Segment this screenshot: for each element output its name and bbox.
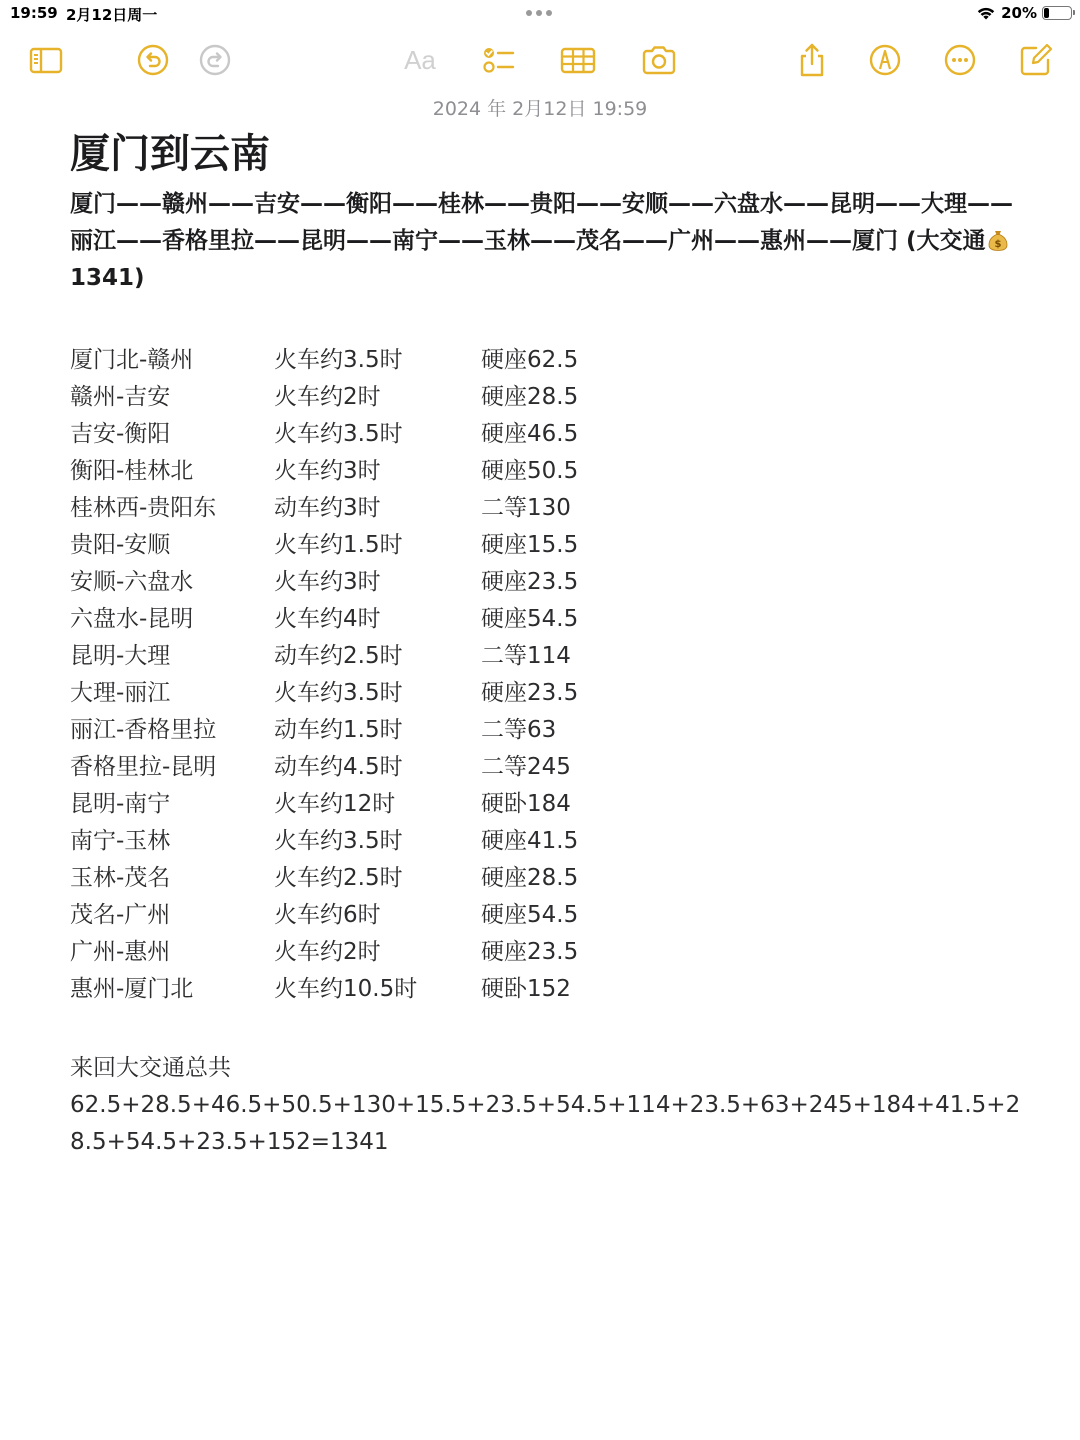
route-text: 厦门——赣州——吉安——衡阳——桂林——贵阳——安顺——六盘水——昆明——大理——丽江——香格里拉——昆明——南宁——玉林——茂名——广州——惠州——厦门 (大交通: [70, 191, 1013, 254]
travel-time: 动车约4.5时: [274, 754, 403, 780]
camera-icon[interactable]: [639, 40, 679, 80]
ticket-price: 硬卧184: [481, 791, 571, 817]
ticket-price: 硬座28.5: [481, 865, 579, 891]
ticket-price: 二等245: [481, 754, 571, 780]
travel-time: 动车约1.5时: [274, 717, 403, 743]
travel-time: 火车约1.5时: [274, 532, 403, 558]
ticket-price: 硬座46.5: [481, 421, 579, 447]
note-toolbar: [0, 40, 1080, 84]
ticket-price: 硬座15.5: [481, 532, 579, 558]
ticket-price: 硬座62.5: [481, 347, 579, 373]
status-bar: [0, 0, 1080, 28]
list-item: [70, 490, 1030, 527]
travel-time: 火车约2时: [274, 939, 381, 965]
segment-list: [70, 342, 1030, 1008]
status-date: 2月12日周一: [66, 6, 158, 24]
ticket-price: 硬卧152: [481, 976, 571, 1002]
ticket-price: 硬座23.5: [481, 569, 579, 595]
segment-name: 昆明-南宁: [70, 791, 171, 817]
format-icon[interactable]: [400, 40, 440, 80]
ticket-price: 硬座54.5: [481, 606, 579, 632]
list-item: [70, 897, 1030, 934]
battery-icon: [1042, 6, 1072, 20]
note-body[interactable]: [70, 128, 1030, 1161]
ticket-price: 硬座41.5: [481, 828, 579, 854]
ticket-price: 硬座54.5: [481, 902, 579, 928]
status-right: [976, 4, 1072, 22]
segment-name: 广州-惠州: [70, 939, 171, 965]
travel-time: 火车约3.5时: [274, 421, 403, 447]
segment-name: 厦门北-赣州: [70, 347, 194, 373]
segment-name: 安顺-六盘水: [70, 569, 194, 595]
segment-name: 惠州-厦门北: [70, 976, 194, 1002]
total-label: 来回大交通总共: [70, 1055, 231, 1081]
segment-name: 玉林-茂名: [70, 865, 171, 891]
travel-time: 动车约2.5时: [274, 643, 403, 669]
battery-percent: 20%: [1001, 4, 1037, 22]
status-time: 19:59: [10, 4, 58, 22]
list-item: [70, 564, 1030, 601]
travel-time: 火车约10.5时: [274, 976, 418, 1002]
travel-time: 动车约3时: [274, 495, 381, 521]
svg-text:$: $: [994, 239, 1002, 250]
travel-time: 火车约4时: [274, 606, 381, 632]
ticket-price: 二等114: [481, 643, 571, 669]
travel-time: 火车约2.5时: [274, 865, 403, 891]
travel-time: 火车约6时: [274, 902, 381, 928]
format-label: Aa: [404, 44, 436, 75]
segment-name: 赣州-吉安: [70, 384, 171, 410]
ticket-price: 硬座23.5: [481, 939, 579, 965]
ticket-price: 硬座50.5: [481, 458, 579, 484]
segment-name: 贵阳-安顺: [70, 532, 171, 558]
segment-name: 六盘水-昆明: [70, 606, 194, 632]
route-total: 1341): [70, 265, 145, 291]
list-item: [70, 934, 1030, 971]
segment-name: 茂名-广州: [70, 902, 171, 928]
total-expression: 62.5+28.5+46.5+50.5+130+15.5+23.5+54.5+114+23.5+63+245+184+41.5+28.5+54.5+23.5+152=1341: [70, 1092, 1021, 1155]
list-item: [70, 638, 1030, 675]
undo-icon[interactable]: [133, 40, 173, 80]
ticket-price: 二等63: [481, 717, 557, 743]
list-item: [70, 749, 1030, 786]
segment-name: 衡阳-桂林北: [70, 458, 194, 484]
sidebar-icon[interactable]: [26, 40, 66, 80]
segment-name: 香格里拉-昆明: [70, 754, 217, 780]
list-item: [70, 786, 1030, 823]
money-bag-icon: [988, 229, 1008, 251]
redo-icon[interactable]: [195, 40, 235, 80]
list-item: [70, 379, 1030, 416]
ticket-price: 硬座28.5: [481, 384, 579, 410]
note-title: 厦门到云南: [70, 131, 270, 177]
travel-time: 火车约3.5时: [274, 680, 403, 706]
ticket-price: 硬座23.5: [481, 680, 579, 706]
travel-time: 火车约3.5时: [274, 347, 403, 373]
list-item: [70, 823, 1030, 860]
segment-name: 南宁-玉林: [70, 828, 171, 854]
compose-icon[interactable]: [1016, 40, 1056, 80]
more-icon[interactable]: [940, 40, 980, 80]
list-item: [70, 453, 1030, 490]
list-item: [70, 527, 1030, 564]
list-item: [70, 860, 1030, 897]
multitasking-dots-icon[interactable]: [526, 10, 552, 16]
list-item: [70, 675, 1030, 712]
markup-icon[interactable]: [865, 40, 905, 80]
total-block: [70, 1050, 1030, 1161]
travel-time: 火车约2时: [274, 384, 381, 410]
list-item: [70, 971, 1030, 1008]
travel-time: 火车约12时: [274, 791, 396, 817]
wifi-icon: [976, 6, 996, 21]
segment-name: 桂林西-贵阳东: [70, 495, 217, 521]
travel-time: 火车约3时: [274, 569, 381, 595]
list-item: [70, 342, 1030, 379]
travel-time: 火车约3时: [274, 458, 381, 484]
list-item: [70, 712, 1030, 749]
segment-name: 丽江-香格里拉: [70, 717, 217, 743]
travel-time: 火车约3.5时: [274, 828, 403, 854]
route-summary: [70, 186, 1030, 297]
ticket-price: 二等130: [481, 495, 571, 521]
segment-name: 吉安-衡阳: [70, 421, 171, 447]
share-icon[interactable]: [792, 40, 832, 80]
list-item: [70, 601, 1030, 638]
table-icon[interactable]: [558, 40, 598, 80]
list-item: [70, 416, 1030, 453]
segment-name: 昆明-大理: [70, 643, 171, 669]
segment-name: 大理-丽江: [70, 680, 171, 706]
checklist-icon[interactable]: [478, 40, 518, 80]
note-date: 2024 年 2月12日 19:59: [432, 98, 648, 120]
